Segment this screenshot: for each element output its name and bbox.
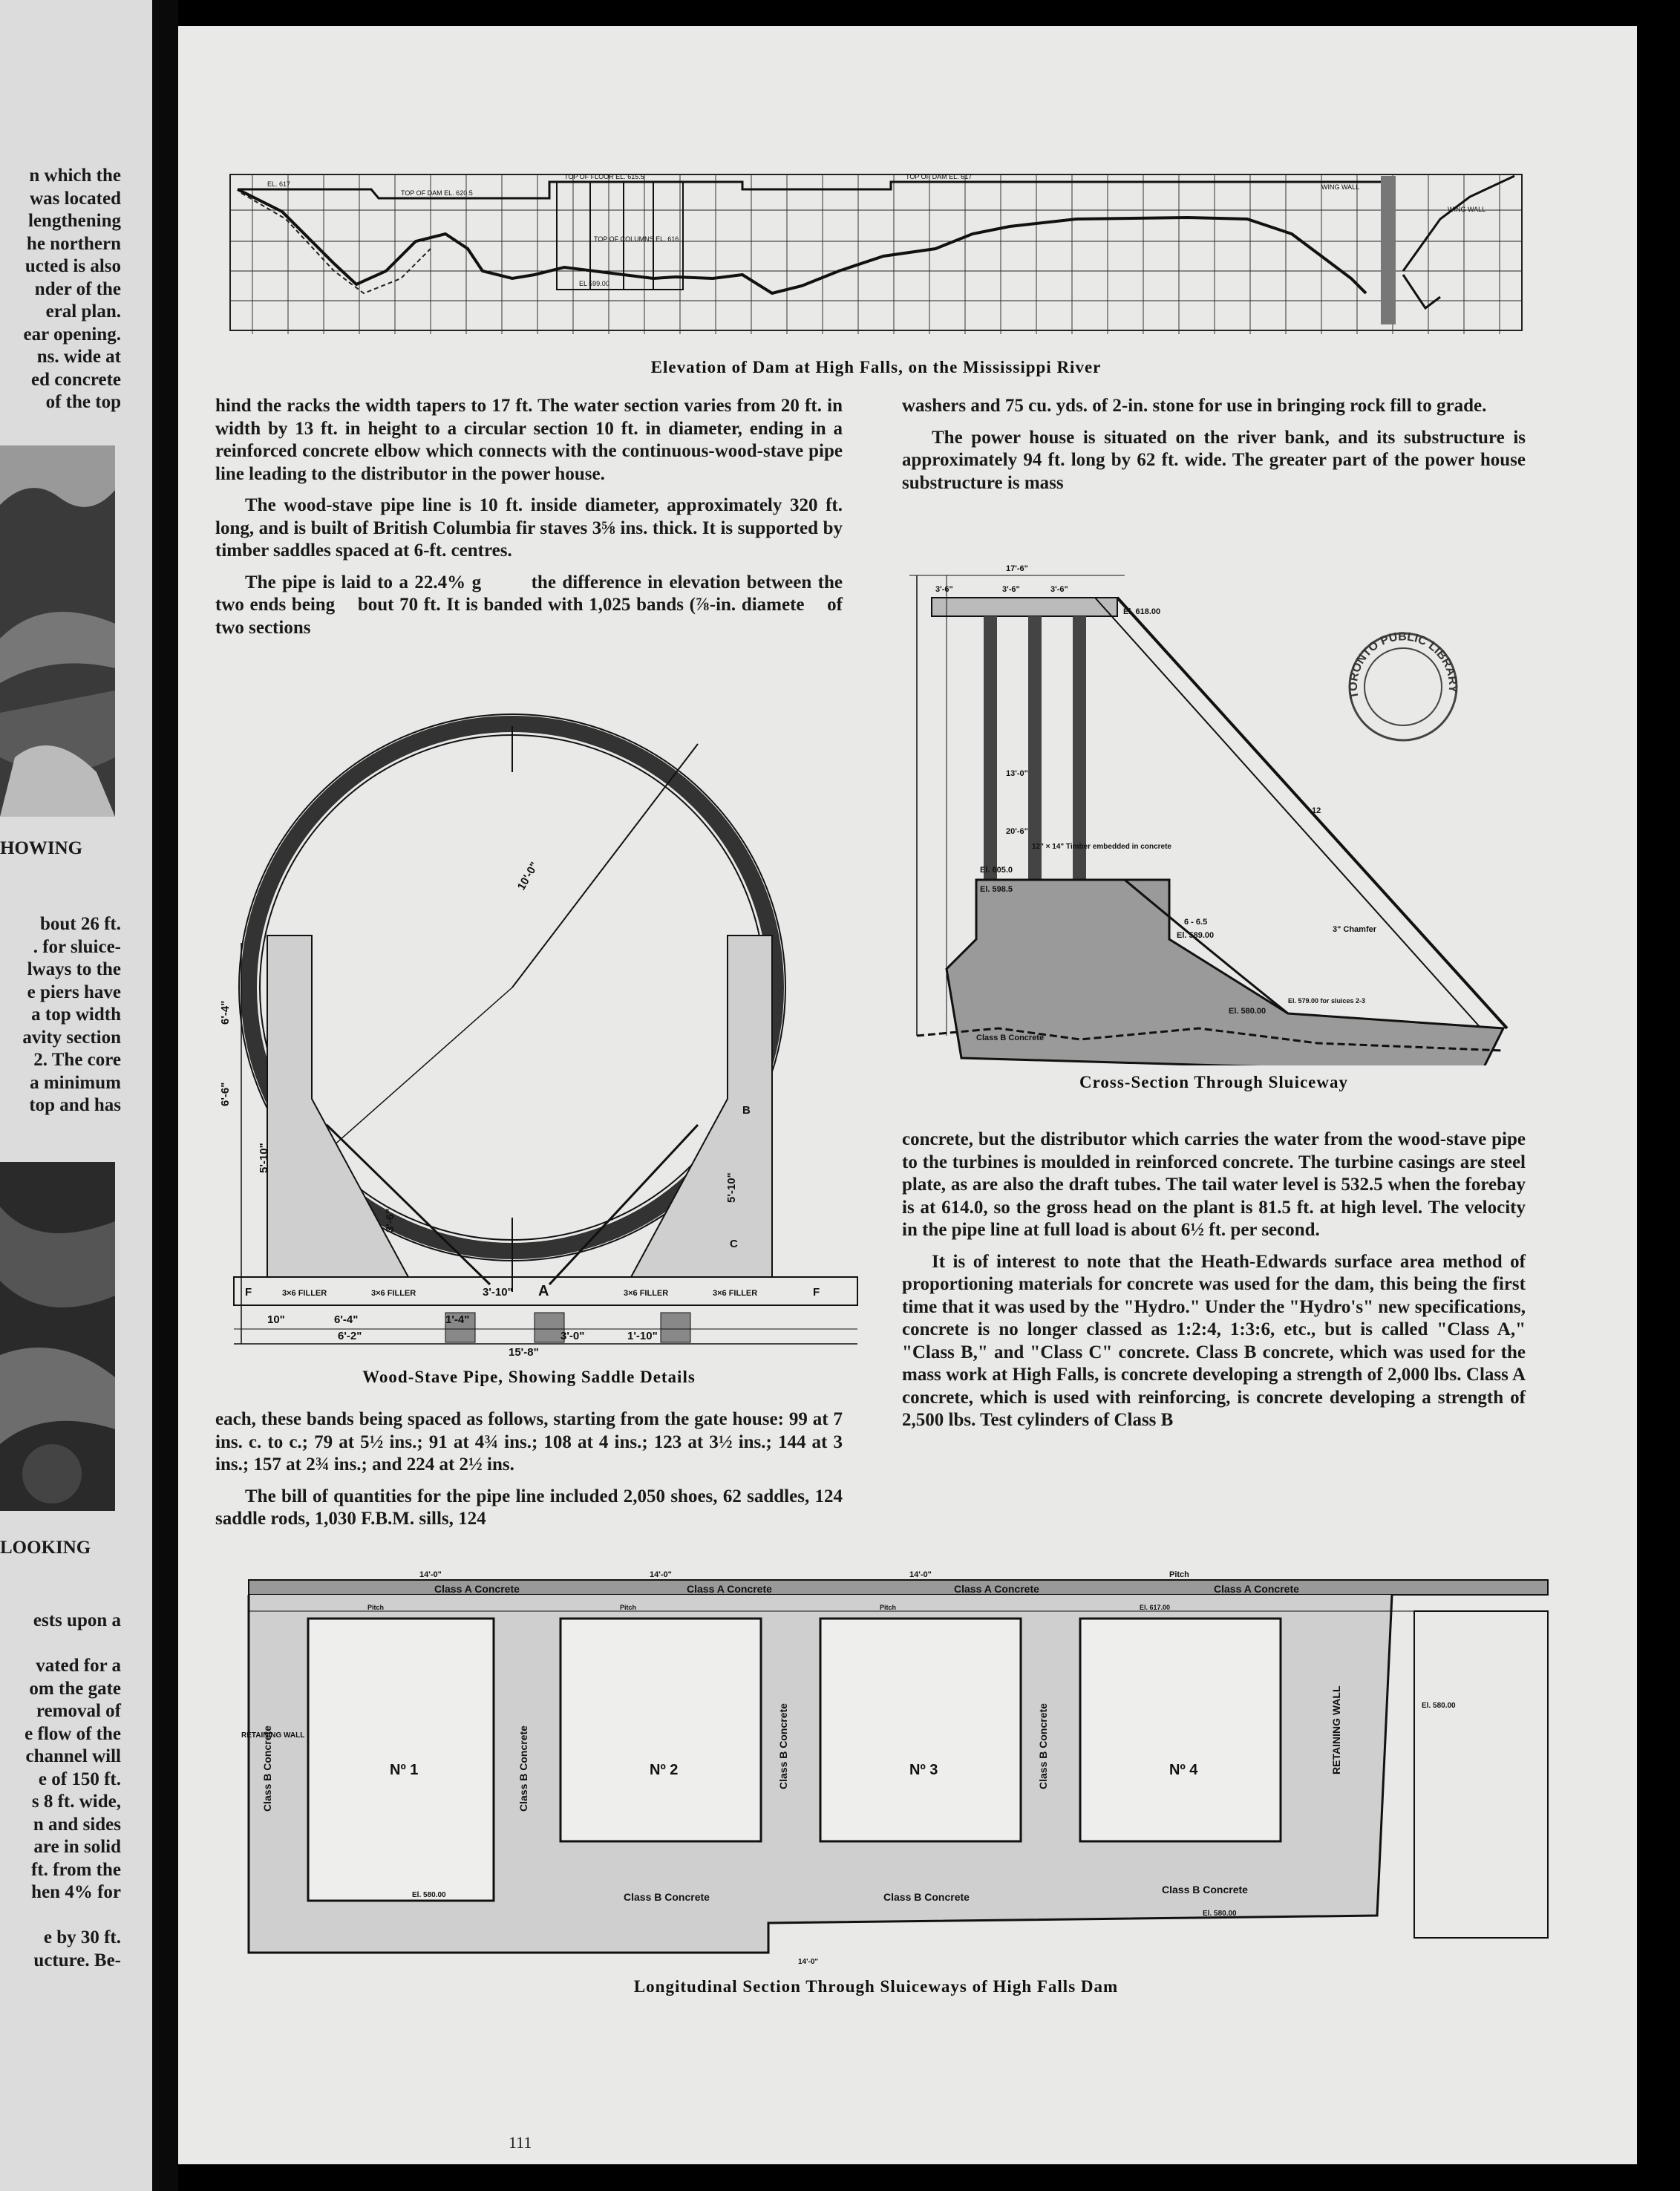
- elev-label: WING WALL: [1448, 206, 1486, 213]
- long-label: Class B Concrete: [624, 1891, 710, 1903]
- sluice-label: 3'-6": [1050, 585, 1068, 594]
- text-line: he northern: [26, 233, 121, 254]
- column-1-top-text: [215, 395, 848, 639]
- text-line: hen 4% for: [31, 1882, 121, 1902]
- text-line: a minimum: [30, 1072, 121, 1093]
- photo-texture: [0, 1162, 115, 1511]
- elev-label: TOP OF COLUMNS EL. 616: [594, 235, 679, 243]
- text-line: are in solid: [33, 1837, 121, 1857]
- gate-column: [984, 616, 997, 884]
- text-line: e piers have: [27, 982, 121, 1002]
- sluice-opening: [1080, 1619, 1281, 1841]
- pipe-label: 15'-8": [509, 1346, 539, 1359]
- pipe-label: 3×6 FILLER: [282, 1289, 327, 1298]
- elev-label: TOP OF FLOOR EL. 615.5: [564, 173, 644, 180]
- sluice-label: El. 605.0: [980, 866, 1013, 875]
- long-label: El. 580.00: [1422, 1702, 1456, 1710]
- elev-label: TOP OF DAM EL. 617: [906, 173, 973, 180]
- sluice-label: 12" × 14" Timber embedded in concrete: [1032, 843, 1171, 851]
- pipe-label: 1'-10": [627, 1330, 658, 1342]
- pipe-label: 5'-10": [258, 1143, 270, 1173]
- text-line: [0, 1633, 152, 1656]
- long-label: RETAINING WALL: [1330, 1685, 1342, 1774]
- pipe-label: 10": [267, 1313, 285, 1326]
- text-line: s 8 ft. wide,: [31, 1792, 121, 1812]
- long-label: Pitch: [620, 1604, 637, 1611]
- sluice-label: El. 589.00: [1177, 931, 1215, 940]
- sluice-label: 6 - 6.5: [1184, 918, 1208, 927]
- text-line: ns. wide at: [36, 347, 121, 367]
- long-label: El. 580.00: [412, 1891, 446, 1899]
- long-label: Class B Concrete: [883, 1891, 970, 1903]
- sluice-label: 12: [1312, 806, 1321, 815]
- facing-photo-2: [0, 1162, 115, 1511]
- column-2-top-text: [902, 395, 1526, 494]
- long-label: 14'-0": [419, 1570, 442, 1579]
- text-line: of the top: [45, 392, 121, 412]
- long-label: Pitch: [1169, 1570, 1189, 1579]
- pipe-label: 3'-0": [560, 1330, 585, 1342]
- pipe-label: 6'-4": [219, 1000, 232, 1025]
- text-line: ucture. Be-: [33, 1950, 121, 1970]
- elev-label: TOP OF DAM EL. 620.5: [401, 189, 473, 197]
- text-line: vated for a: [36, 1656, 121, 1676]
- long-label: RETAINING WALL: [241, 1731, 305, 1740]
- paragraph: washers and 75 cu. yds. of 2-in. stone for use in bringing rock fill to grade.: [902, 396, 1487, 416]
- text-line: lways to the: [27, 959, 121, 979]
- text-line: was located: [30, 188, 121, 209]
- pipe-label: 6'-4": [334, 1313, 359, 1326]
- long-label: Class B Concrete: [261, 1725, 273, 1812]
- wood-stave-pipe-drawing: [219, 713, 861, 1359]
- sluice-label: 17'-6": [1006, 564, 1028, 573]
- text-line: ft. from the: [30, 1859, 121, 1880]
- long-label: Nº 1: [390, 1762, 419, 1778]
- page-number: 111: [509, 2133, 532, 2152]
- sluiceway-caption: Cross-Section Through Sluiceway: [1079, 1073, 1348, 1091]
- text-line: . for sluice-: [33, 936, 121, 957]
- pipe-label: A: [538, 1283, 549, 1299]
- elev-label: EL 599.00: [579, 280, 609, 287]
- facing-page-edge: [0, 0, 152, 2191]
- text-line: eral plan.: [45, 301, 121, 321]
- facing-text-top: [0, 165, 152, 414]
- dam-elevation-drawing: [223, 167, 1529, 353]
- facing-photo-1: [0, 445, 115, 817]
- radius-line: [319, 987, 512, 1158]
- text-line: a top width: [31, 1005, 121, 1025]
- text-line: nder of the: [34, 278, 121, 299]
- text-line: ear opening.: [23, 324, 121, 345]
- facing-caption-1: HOWING: [0, 838, 83, 858]
- pipe-label: 5'-10": [725, 1172, 738, 1203]
- paragraph: concrete, but the distributor which carries the water from the wood-stave pipe to the turbines is moulded in reinforced concrete. The turbine casings are steel plate, as are also the draft tubes. The tail water level is 532.5 when the forebay is at 614.0, so the gross head on the plant is 81.5 ft. at high level. The velocity in the pipe line at full load is about 6½ ft. per second.: [902, 1129, 1526, 1240]
- photo-texture: [0, 445, 115, 817]
- sluice-label: 3'-6": [935, 585, 953, 594]
- long-label: El. 617.00: [1140, 1604, 1171, 1611]
- text-line: n and sides: [33, 1814, 121, 1835]
- long-label: 14'-0": [650, 1570, 672, 1579]
- rock-line: [241, 193, 431, 293]
- page: [178, 26, 1637, 2164]
- long-label: Nº 2: [650, 1762, 679, 1778]
- paragraph: The wood-stave pipe line is 10 ft. inside diameter, approximately 320 ft. long, and is built of British Columbia fir staves 3⅝ ins. thick. It is supported by timber saddles spaced at 6-ft. centres.: [215, 495, 843, 561]
- pipe-label: 10'-0": [514, 860, 541, 892]
- text-line: avity section: [22, 1027, 121, 1048]
- text-line: 2. The core: [33, 1050, 121, 1070]
- long-label: Class B Concrete: [777, 1703, 789, 1789]
- long-label: Class A Concrete: [434, 1583, 520, 1595]
- saddle-right: [631, 935, 772, 1277]
- text-line: ed concrete: [30, 369, 121, 390]
- text-line: n which the: [29, 166, 121, 186]
- pipe-label: 3×6 FILLER: [624, 1289, 669, 1298]
- pipe-label: B: [742, 1104, 751, 1117]
- long-label: El. 580.00: [1203, 1910, 1237, 1918]
- sluice-label: El. 618.00: [1123, 607, 1161, 616]
- elev-label: EL. 617: [267, 180, 291, 188]
- paragraph: The bill of quantities for the pipe line included 2,050 shoes, 62 saddles, 124 saddle rods, 1,030 F.B.M. sills, 124: [215, 1486, 843, 1529]
- pipe-label: 1'-4": [445, 1313, 470, 1326]
- text-line: lengthening: [27, 211, 121, 231]
- pipe-label: 3×6 FILLER: [371, 1289, 416, 1298]
- longitudinal-caption: Longitudinal Section Through Sluiceways of High Falls Dam: [633, 1977, 1119, 1996]
- facing-text-bottom: [0, 1610, 152, 1972]
- text-line: e of 150 ft.: [38, 1769, 121, 1789]
- long-label: 14'-0": [798, 1958, 819, 1966]
- pipe-label: 6'-2": [338, 1330, 362, 1342]
- sluice-opening: [820, 1619, 1021, 1841]
- pipe-label: 3'-10": [483, 1286, 513, 1299]
- sluice-label: Class B Concrete: [976, 1034, 1045, 1042]
- text-line: [0, 1904, 152, 1927]
- facing-text-mid: [0, 913, 152, 1117]
- text-line: e by 30 ft.: [43, 1927, 121, 1947]
- sluice-label: 20'-6": [1006, 827, 1028, 836]
- text-line: om the gate: [29, 1678, 121, 1699]
- paragraph: hind the racks the width tapers to 17 ft. The water section varies from 20 ft. in width by 13 ft. in height to a circular section 10 ft. in diameter, ending in a reinforced concrete elbow which connects with the continuous-wood-stave pipe line leading to the distributor in the power house.: [215, 396, 843, 484]
- sluice-label: 3'-6": [1002, 585, 1020, 594]
- sluice-label: El. 579.00 for sluices 2-3: [1288, 997, 1366, 1005]
- pipe-label: C: [730, 1238, 738, 1250]
- paragraph: The pipe is laid to a 22.4% g the difference in elevation between the two ends being bout 70 ft. It is banded with 1,025 bands (⅞-in. diamete of two sections: [215, 572, 848, 638]
- paragraph: It is of interest to note that the Heath-Edwards surface area method of proportioning materials for concrete was used for the dam, this being the first time that it was used by the "Hydro." Under the "Hydro's" new specifications, concrete is no longer classed as 1:2:4, 1:3:6, etc., but is called "Class A," "Class B," and "Class C" concrete. Class B concrete, which was used for the mass work at High Falls, is concrete developing a strength of 2,000 lbs. Class A concrete, which is used with reinforcing, is concrete developing a strength of 2,500 lbs. Test cylinders of Class B: [902, 1251, 1526, 1430]
- text-line: top and has: [29, 1095, 121, 1115]
- pipe-label: 3'-6": [384, 1208, 396, 1232]
- pipe-label: 6'-6": [219, 1082, 232, 1106]
- book-gutter: [152, 0, 178, 2191]
- sluice-label: El. 580.00: [1229, 1007, 1266, 1016]
- pipe-caption: Wood-Stave Pipe, Showing Saddle Details: [362, 1368, 696, 1386]
- paragraph: each, these bands being spaced as follows, starting from the gate house: 99 at 7 ins. c. to c.; 79 at 5½ ins.; 91 at 4¾ ins.; 108 at 4 ins.; 123 at 3½ ins.; 144 at 3 ins.; 157 at 2¾ ins.; and 224 at 2½ ins.: [215, 1409, 843, 1475]
- sluice-label: El. 598.5: [980, 885, 1013, 894]
- pipe-label: F: [813, 1286, 820, 1299]
- long-label: Pitch: [367, 1604, 385, 1611]
- long-label: Nº 3: [909, 1762, 938, 1778]
- long-label: Nº 4: [1169, 1762, 1198, 1778]
- pipe-label: 3×6 FILLER: [713, 1289, 758, 1298]
- sluice-label: 13'-0": [1006, 769, 1028, 778]
- facing-caption-2: LOOKING: [0, 1538, 91, 1558]
- long-label: Class B Concrete: [517, 1725, 529, 1812]
- text-line: bout 26 ft.: [39, 914, 121, 934]
- deck-slab: [932, 598, 1117, 616]
- long-label: Class B Concrete: [1037, 1703, 1049, 1789]
- long-label: 14'-0": [909, 1570, 932, 1579]
- sluice-label: 3" Chamfer: [1333, 925, 1377, 934]
- stamp-text: TORONTO PUBLIC LIBRARY: [1347, 630, 1460, 700]
- pipe-label: F: [245, 1286, 252, 1299]
- long-label: Class B Concrete: [1162, 1884, 1248, 1896]
- column-1-bottom-text: [215, 1408, 843, 1531]
- wing-wall: [1381, 176, 1396, 324]
- sluice-opening: [308, 1619, 494, 1901]
- text-line: ucted is also: [24, 256, 121, 276]
- text-line: ests upon a: [33, 1610, 121, 1630]
- longitudinal-section-drawing: [234, 1567, 1570, 1971]
- elev-label: WING WALL: [1321, 183, 1360, 191]
- sluice-opening: [560, 1619, 761, 1841]
- long-label: Class A Concrete: [687, 1583, 772, 1595]
- library-stamp: [1347, 630, 1459, 740]
- long-label: Class A Concrete: [1214, 1583, 1299, 1595]
- text-line: channel will: [25, 1746, 121, 1766]
- elevation-caption: Elevation of Dam at High Falls, on the Mississippi River: [650, 358, 1102, 376]
- long-label: Pitch: [880, 1604, 897, 1611]
- column-2-bottom-text: [902, 1129, 1526, 1432]
- sluiceway-cross-section-drawing: [902, 553, 1526, 1065]
- text-line: removal of: [36, 1701, 121, 1721]
- text-line: e flow of the: [24, 1723, 121, 1744]
- long-label: Class A Concrete: [954, 1583, 1039, 1595]
- paragraph: The power house is situated on the river bank, and its substructure is approximately 94 ft. long by 62 ft. wide. The greater part of the power house substructure is mass: [902, 427, 1526, 493]
